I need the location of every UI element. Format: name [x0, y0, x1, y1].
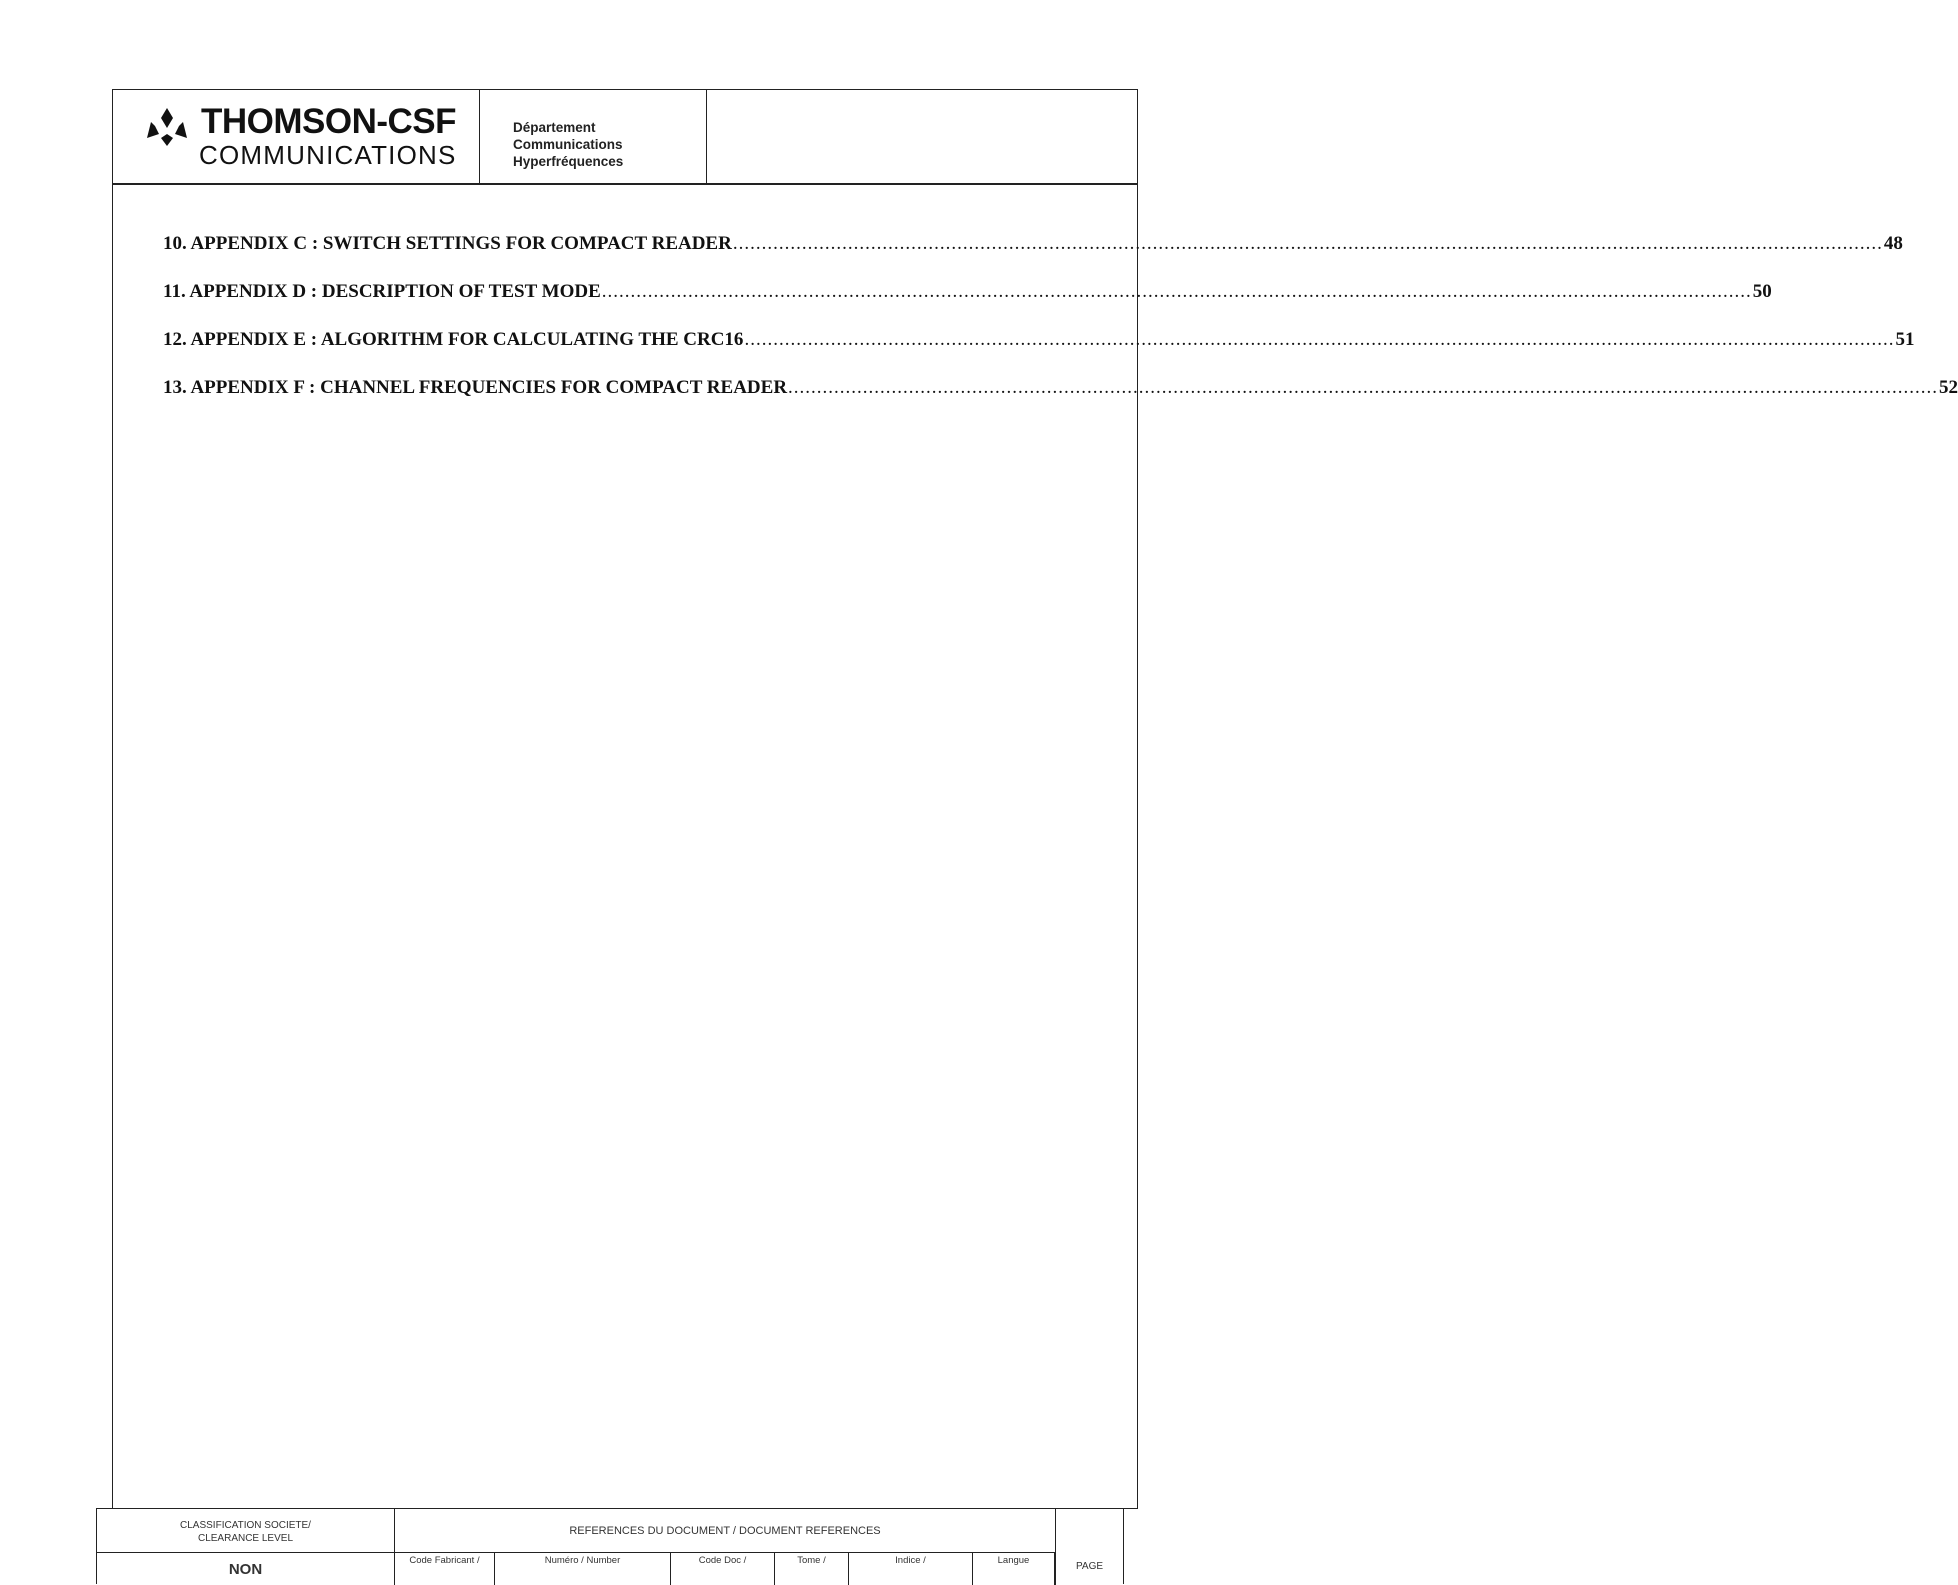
ref-column-header: Code Fabricant /	[395, 1553, 495, 1585]
company-logo	[113, 90, 480, 183]
ref-column-header: Tome /	[775, 1553, 849, 1585]
toc-entry[interactable]	[163, 377, 1958, 425]
toc-entry-page: 52	[1939, 377, 1958, 398]
toc-entry-page: 51	[1895, 329, 1915, 350]
toc-entry-page: 50	[1752, 281, 1772, 302]
department-line: Hyperfréquences	[513, 154, 624, 169]
table-of-contents	[163, 233, 1958, 425]
header-blank-cell	[707, 90, 1137, 183]
ref-column-header: Numéro / Number	[495, 1553, 671, 1585]
document-header	[112, 89, 1138, 185]
toc-entry-title: 11. APPENDIX D : DESCRIPTION OF TEST MODE	[163, 281, 601, 302]
toc-entry[interactable]	[163, 329, 1915, 377]
division-name: COMMUNICATIONS	[199, 140, 457, 170]
department-block	[480, 90, 707, 183]
toc-entry-title: 13. APPENDIX F : CHANNEL FREQUENCIES FOR COMPACT READER	[163, 377, 788, 398]
department-line: Département	[513, 120, 596, 135]
toc-entry[interactable]	[163, 233, 1903, 281]
references-columns	[395, 1553, 1055, 1585]
toc-leader-dots: ........................................................................................................................................................................................................	[732, 233, 1883, 254]
classification-label-line: CLEARANCE LEVEL	[197, 1533, 294, 1544]
department-line: Communications	[513, 137, 623, 152]
toc-entry-title: 10. APPENDIX C : SWITCH SETTINGS FOR COMPACT READER	[163, 233, 732, 254]
classification-label	[97, 1509, 395, 1553]
brand-name: THOMSON-CSF	[201, 102, 457, 141]
classification-label-line: CLASSIFICATION SOCIETE/	[180, 1520, 311, 1531]
ref-column-header: Indice /	[849, 1553, 973, 1585]
toc-leader-dots: ........................................................................................................................................................................................................	[744, 329, 1895, 350]
ref-column-header: Langue	[973, 1553, 1055, 1585]
classification-value: NON	[97, 1553, 395, 1585]
toc-leader-dots: ........................................................................................................................................................................................................	[788, 377, 1939, 398]
ref-column-header: Code Doc /	[671, 1553, 775, 1585]
document-footer	[96, 1508, 1124, 1584]
references-title: REFERENCES DU DOCUMENT / DOCUMENT REFERENCES	[395, 1509, 1055, 1553]
thomson-logo-icon	[147, 108, 187, 148]
toc-entry-title: 12. APPENDIX E : ALGORITHM FOR CALCULATING THE CRC16	[163, 329, 744, 350]
page-label: PAGE	[1055, 1509, 1123, 1585]
toc-entry-page: 48	[1883, 233, 1903, 254]
toc-leader-dots: ........................................................................................................................................................................................................	[601, 281, 1752, 302]
toc-entry[interactable]	[163, 281, 1772, 329]
